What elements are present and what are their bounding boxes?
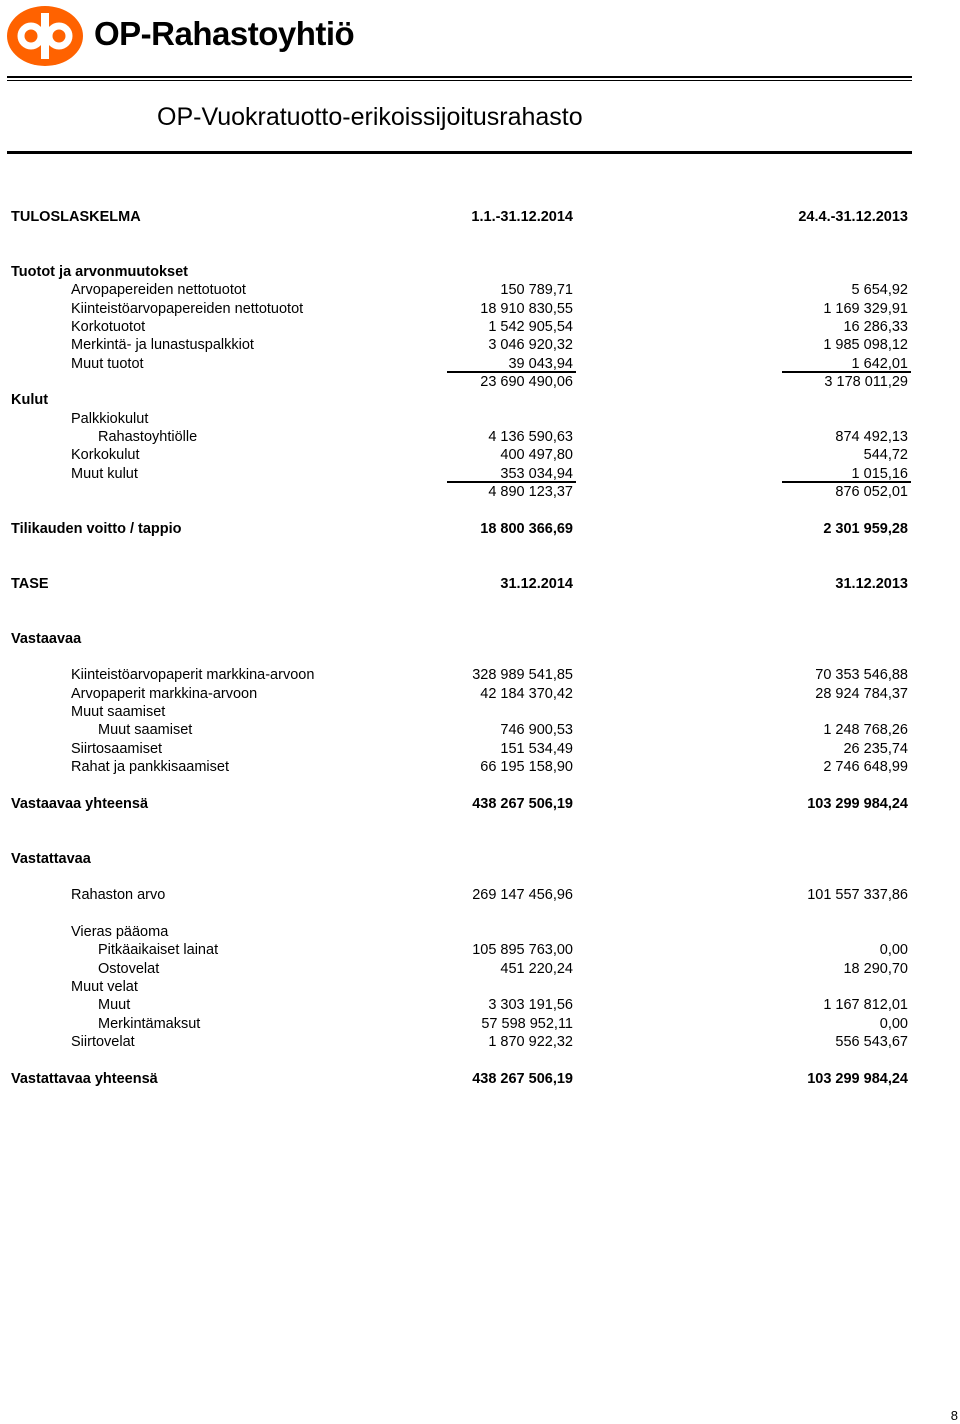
- row-label: Muut saamiset: [98, 722, 193, 738]
- section-title: TASE: [11, 576, 49, 592]
- group-heading: Vastattavaa: [11, 851, 91, 867]
- row-label: Merkintämaksut: [98, 1016, 201, 1032]
- fund-title: OP-Vuokratuotto-erikoissijoitusrahasto: [157, 103, 583, 131]
- row-label: Tilikauden voitto / tappio: [11, 521, 182, 537]
- value-previous: 101 557 337,86: [807, 887, 908, 903]
- row-label: Kiinteistöarvopapereiden nettotuotot: [71, 301, 304, 317]
- value-previous: 70 353 546,88: [815, 667, 908, 683]
- row-label: Siirtovelat: [71, 1034, 135, 1050]
- group-heading: Tuotot ja arvonmuutokset: [11, 264, 188, 280]
- row-label: Arvopapereiden nettotuotot: [71, 282, 246, 298]
- subgroup-label: Muut saamiset: [71, 704, 166, 720]
- value-previous: 556 543,67: [835, 1034, 908, 1050]
- row-label: Vastattavaa yhteensä: [11, 1071, 158, 1087]
- row-label: Arvopaperit markkina-arvoon: [71, 686, 258, 702]
- value-previous: 26 235,74: [843, 741, 908, 757]
- value-current: 39 043,94: [508, 356, 573, 372]
- value-previous: 1 642,01: [851, 356, 908, 372]
- value-current: 451 220,24: [500, 961, 573, 977]
- column-header-current: 31.12.2014: [500, 576, 573, 592]
- row-label: Muut kulut: [71, 466, 138, 482]
- value-previous: 18 290,70: [843, 961, 908, 977]
- row-label: Muut tuotot: [71, 356, 144, 372]
- row-label: Pitkäaikaiset lainat: [98, 942, 219, 958]
- subtotal-current: 23 690 490,06: [480, 374, 573, 390]
- value-previous: 5 654,92: [851, 282, 908, 298]
- row-label: Muut: [98, 997, 131, 1013]
- subgroup-label: Vieras pääoma: [71, 924, 169, 940]
- value-previous: 1 015,16: [851, 466, 908, 482]
- column-header-previous: 24.4.-31.12.2013: [798, 209, 908, 225]
- result-row: [0, 520, 960, 538]
- value-current: 57 598 952,11: [481, 1016, 573, 1032]
- row-label: Merkintä- ja lunastuspalkkiot: [71, 337, 254, 353]
- table-row: [0, 428, 960, 446]
- row-label: Vastaavaa yhteensä: [11, 796, 149, 812]
- value-current: 151 534,49: [500, 741, 573, 757]
- table-row: [0, 960, 960, 978]
- value-current: 42 184 370,42: [480, 686, 573, 702]
- row-label: Rahaston arvo: [71, 887, 166, 903]
- income-statement-header: [0, 208, 960, 226]
- value-previous: 28 924 784,37: [815, 686, 908, 702]
- row-label: Rahastoyhtiölle: [98, 429, 198, 445]
- group-heading: Kulut: [11, 392, 49, 408]
- table-row: [0, 996, 960, 1014]
- row-label: Kiinteistöarvopaperit markkina-arvoon: [71, 667, 315, 683]
- subtotal-previous: 3 178 011,29: [824, 374, 908, 390]
- column-header-current: 1.1.-31.12.2014: [471, 209, 573, 225]
- value-previous: 103 299 984,24: [807, 1071, 908, 1087]
- value-previous: 1 985 098,12: [823, 337, 908, 353]
- value-current: 746 900,53: [500, 722, 573, 738]
- page-number: 8: [950, 1408, 958, 1423]
- value-current: 150 789,71: [500, 282, 573, 298]
- table-row: [0, 300, 960, 318]
- liabilities-total-row: [0, 1070, 960, 1088]
- table-row: [0, 318, 960, 336]
- table-row: [0, 1033, 960, 1051]
- value-current: 105 895 763,00: [472, 942, 573, 958]
- subtotal-row: [0, 373, 960, 391]
- value-previous: 103 299 984,24: [807, 796, 908, 812]
- op-logo-icon: [6, 5, 84, 67]
- header-divider: [7, 76, 912, 78]
- subgroup-row: [0, 923, 960, 941]
- subtotal-previous: 876 052,01: [835, 484, 908, 500]
- row-label: Siirtosaamiset: [71, 741, 163, 757]
- value-previous: 0,00: [879, 1016, 908, 1032]
- subtotal-current: 4 890 123,37: [488, 484, 573, 500]
- value-current: 400 497,80: [500, 447, 573, 463]
- assets-total-row: [0, 795, 960, 813]
- value-previous: 1 167 812,01: [823, 997, 908, 1013]
- table-row: [0, 685, 960, 703]
- table-row: [0, 666, 960, 684]
- subgroup-row: [0, 978, 960, 996]
- table-row: [0, 1015, 960, 1033]
- value-previous: 2 301 959,28: [823, 521, 908, 537]
- value-previous: 0,00: [879, 942, 908, 958]
- value-previous: 1 248 768,26: [823, 722, 908, 738]
- value-current: 66 195 158,90: [480, 759, 573, 775]
- group-heading: Vastaavaa: [11, 631, 82, 647]
- value-current: 18 800 366,69: [480, 521, 573, 537]
- value-current: 269 147 456,96: [472, 887, 573, 903]
- table-row: [0, 446, 960, 464]
- table-row: [0, 721, 960, 739]
- assets-heading-row: [0, 630, 960, 648]
- value-current: 328 989 541,85: [472, 667, 573, 683]
- title-divider: [7, 151, 912, 154]
- value-current: 438 267 506,19: [472, 796, 573, 812]
- header-divider-thin: [7, 80, 912, 81]
- value-previous: 2 746 648,99: [823, 759, 908, 775]
- balance-sheet-header: [0, 575, 960, 593]
- brand-name: OP-Rahastoyhtiö: [94, 15, 355, 52]
- subgroup-label: Muut velat: [71, 979, 138, 995]
- value-current: 1 542 905,54: [488, 319, 573, 335]
- expenses-heading-row: [0, 391, 960, 409]
- row-label: Ostovelat: [98, 961, 160, 977]
- row-label: Rahat ja pankkisaamiset: [71, 759, 229, 775]
- subgroup-row: [0, 703, 960, 721]
- value-current: 4 136 590,63: [488, 429, 573, 445]
- value-current: 438 267 506,19: [472, 1071, 573, 1087]
- value-current: 18 910 830,55: [480, 301, 573, 317]
- row-label: Korkotuotot: [71, 319, 146, 335]
- value-current: 1 870 922,32: [488, 1034, 573, 1050]
- value-current: 3 046 920,32: [488, 337, 573, 353]
- value-previous: 1 169 329,91: [823, 301, 908, 317]
- value-previous: 874 492,13: [835, 429, 908, 445]
- value-previous: 16 286,33: [843, 319, 908, 335]
- income-heading-row: [0, 263, 960, 281]
- row-label: Korkokulut: [71, 447, 140, 463]
- table-row: [0, 740, 960, 758]
- column-header-previous: 31.12.2013: [835, 576, 908, 592]
- section-title: TULOSLASKELMA: [11, 209, 141, 225]
- subtotal-row: [0, 483, 960, 501]
- table-row: [0, 758, 960, 776]
- liabilities-heading-row: [0, 850, 960, 868]
- value-previous: 544,72: [863, 447, 908, 463]
- table-row: [0, 886, 960, 904]
- subgroup-label: Palkkiokulut: [71, 411, 149, 427]
- table-row: [0, 941, 960, 959]
- table-row: [0, 336, 960, 354]
- value-current: 353 034,94: [500, 466, 573, 482]
- table-row: [0, 281, 960, 299]
- fees-group-row: [0, 410, 960, 428]
- value-current: 3 303 191,56: [488, 997, 573, 1013]
